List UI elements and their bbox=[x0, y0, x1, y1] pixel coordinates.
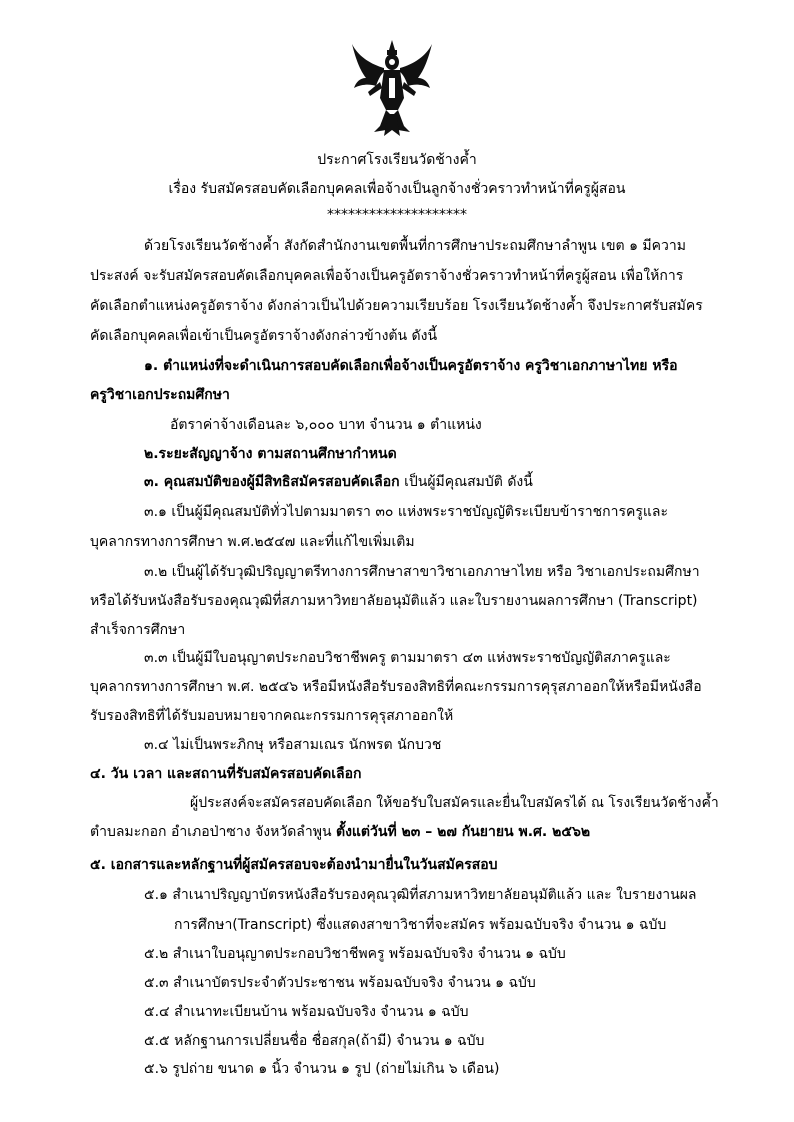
item-5-1-line-2: การศึกษา(Transcript) ซึ่งแสดงสาขาวิชาที่จะสมัคร พร้อมฉบับจริง จำนวน ๑ ฉบับ bbox=[174, 917, 667, 933]
item-3-2-line-1: ๓.๒ เป็นผู้ได้รับวุฒิปริญญาตรีทางการศึกษาสาขาวิชาเอกภาษาไทย หรือ วิชาเอกประถมศึกษา bbox=[144, 564, 700, 580]
item-5-3: ๕.๓ สำเนาบัตรประจำตัวประชาชน พร้อมฉบับจริง จำนวน ๑ ฉบับ bbox=[144, 975, 536, 991]
section-2-heading: ๒.ระยะสัญญาจ้าง ตามสถานศึกษากำหนด bbox=[144, 446, 397, 462]
item-3-3-line-1: ๓.๓ เป็นผู้มีใบอนุญาตประกอบวิชาชีพครู ตามมาตรา ๔๓ แห่งพระราชบัญญัติสภาครูและ bbox=[144, 650, 671, 666]
section-5-heading: ๕. เอกสารและหลักฐานที่ผู้สมัครสอบจะต้องนำมายื่นในวันสมัครสอบ bbox=[90, 857, 498, 873]
item-5-5: ๕.๕ หลักฐานการเปลี่ยนชื่อ ชื่อสกุล(ถ้ามี) จำนวน ๑ ฉบับ bbox=[144, 1033, 485, 1049]
intro-line-2: ประสงค์ จะรับสมัครสอบคัดเลือกบุคคลเพื่อจ้างเป็นครูอัตราจ้างชั่วคราวทำหน้าที่ครูผู้สอน เพื่อให้การ bbox=[90, 268, 684, 284]
item-3-3-line-3: รับรองสิทธิที่ได้รับมอบหมายจากคณะกรรมการคุรุสภาออกให้ bbox=[90, 708, 454, 724]
section-3-title-rest: เป็นผู้มีคุณสมบัติ ดังนี้ bbox=[399, 474, 533, 490]
intro-line-4: คัดเลือกบุคคลเพื่อเข้าเป็นครูอัตราจ้างดังกล่าวข้างต้น ดังนี้ bbox=[90, 328, 438, 344]
item-3-1-line-1: ๓.๑ เป็นผู้มีคุณสมบัติทั่วไปตามมาตรา ๓๐ แห่งพระราชบัญญัติระเบียบข้าราชการครูและ bbox=[144, 504, 668, 520]
intro-line-1: ด้วยโรงเรียนวัดช้างค้ำ สังกัดสำนักงานเขตพื้นที่การศึกษาประถมศึกษาลำพูน เขต ๑ มีความ bbox=[144, 238, 686, 254]
item-3-1-line-2: บุคลากรทางการศึกษา พ.ศ.๒๕๔๗ และที่แก้ไขเพิ่มเติม bbox=[90, 534, 415, 550]
section-1-rate: อัตราค่าจ้างเดือนละ ๖,๐๐๐ บาท จำนวน ๑ ตำแหน่ง bbox=[170, 417, 482, 433]
announcement-subject: เรื่อง รับสมัครสอบคัดเลือกบุคคลเพื่อจ้างเป็นลูกจ้างชั่วคราวทำหน้าที่ครูผู้สอน bbox=[168, 181, 626, 197]
section-3-heading bbox=[144, 472, 533, 492]
item-5-4: ๕.๔ สำเนาทะเบียนบ้าน พร้อมฉบับจริง จำนวน ๑ ฉบับ bbox=[144, 1004, 469, 1020]
section-1-heading: ๑. ตำแหน่งที่จะดำเนินการสอบคัดเลือกเพื่อจ้างเป็นครูอัตราจ้าง ครูวิชาเอกภาษาไทย หรือ bbox=[144, 358, 678, 374]
section-1-heading-cont: ครูวิชาเอกประถมศึกษา bbox=[90, 387, 230, 403]
section-4-heading: ๔. วัน เวลา และสถานที่รับสมัครสอบคัดเลือก bbox=[90, 766, 362, 782]
divider-asterisks: ******************** bbox=[327, 207, 467, 223]
section-4-line-2 bbox=[90, 822, 590, 842]
item-3-4: ๓.๔ ไม่เป็นพระภิกษุ หรือสามเณร นักพรต นักบวช bbox=[144, 737, 442, 753]
item-3-2-line-3: สำเร็จการศึกษา bbox=[90, 622, 186, 638]
item-5-1-line-1: ๕.๑ สำเนาปริญญาบัตรหนังสือรับรองคุณวุฒิที่สภามหาวิทยาลัยอนุมัติแล้ว และ ใบรายงานผล bbox=[144, 887, 697, 903]
section-4-location: ตำบลมะกอก อำเภอป่าซาง จังหวัดลำพูน bbox=[90, 824, 336, 840]
section-3-title: ๓. คุณสมบัติของผู้มีสิทธิสมัครสอบคัดเลือก bbox=[144, 474, 400, 490]
item-5-2: ๕.๒ สำเนาใบอนุญาตประกอบวิชาชีพครู พร้อมฉบับจริง จำนวน ๑ ฉบับ bbox=[144, 946, 566, 962]
announcement-title: ประกาศโรงเรียนวัดช้างค้ำ bbox=[317, 152, 477, 168]
section-4-line-1: ผู้ประสงค์จะสมัครสอบคัดเลือก ให้ขอรับใบสมัครและยื่นใบสมัครได้ ณ โรงเรียนวัดช้างค้ำ bbox=[190, 795, 719, 811]
intro-line-3: คัดเลือกตำแหน่งครูอัตราจ้าง ดังกล่าวเป็นไปด้วยความเรียบร้อย โรงเรียนวัดช้างค้ำ จึงประกาศรับสมัคร bbox=[90, 298, 703, 314]
section-4-dates: ตั้งแต่วันที่ ๒๓ – ๒๗ กันยายน พ.ศ. ๒๕๖๒ bbox=[335, 824, 591, 840]
item-5-6: ๕.๖ รูปถ่าย ขนาด ๑ นิ้ว จำนวน ๑ รูป (ถ่ายไม่เกิน ๖ เดือน) bbox=[144, 1061, 500, 1077]
item-3-2-line-2: หรือได้รับหนังสือรับรองคุณวุฒิที่สภามหาวิทยาลัยอนุมัติแล้ว และใบรายงานผลการศึกษา (Transcript) bbox=[90, 593, 698, 609]
garuda-emblem-icon bbox=[350, 38, 434, 138]
item-3-3-line-2: บุคลากรทางการศึกษา พ.ศ. ๒๕๔๖ หรือมีหนังสือรับรองสิทธิที่คณะกรรมการคุรุสภาออกให้หรือมีหนังสือ bbox=[90, 679, 702, 695]
